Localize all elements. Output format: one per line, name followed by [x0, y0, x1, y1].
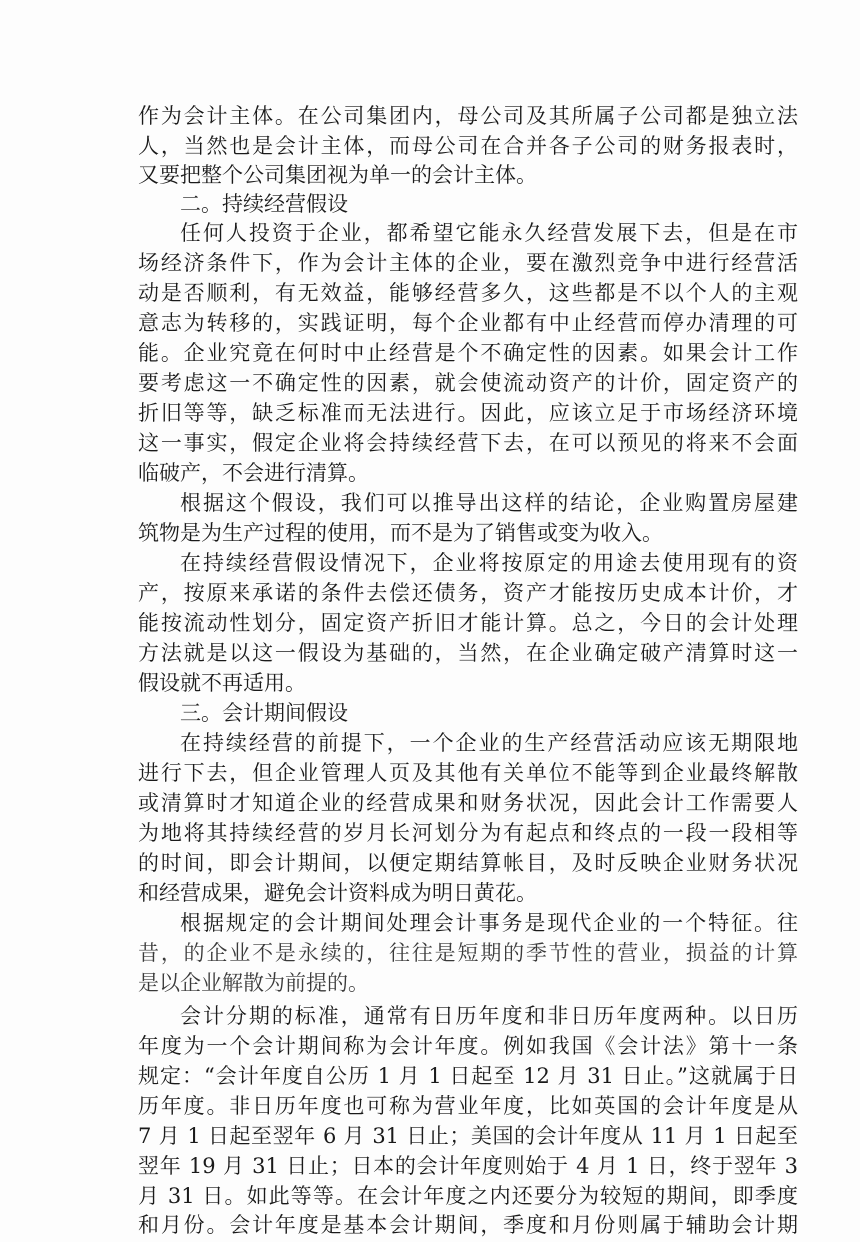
text-line: 是以企业解散为前提的。	[138, 971, 369, 995]
text-line: 历年度。非日历年度也可称为营业年度，比如英国的会计年度是从	[138, 1094, 798, 1118]
text-line: 的时间，即会计期间，以便定期结算帐目，及时反映企业财务状况	[138, 851, 798, 875]
text-line: 人，当然也是会计主体，而母公司在合并各子公司的财务报表时，	[138, 134, 798, 158]
text-line: 筑物是为生产过程的使用，而不是为了销售或变为收入。	[138, 521, 663, 545]
text-line: 或清算时才知道企业的经营成果和财务状况，因此会计工作需要人	[138, 791, 798, 815]
section-heading: 三。会计期间假设	[180, 701, 348, 725]
text-line: 根据规定的会计期间处理会计事务是现代企业的一个特征。往	[180, 911, 798, 935]
text-line: 在持续经营假设情况下，企业将按原定的用途去使用现有的资	[180, 551, 798, 575]
text-line: 根据这个假设，我们可以推导出这样的结论，企业购置房屋建	[180, 491, 798, 515]
text-line: 能按流动性划分，固定资产折旧才能计算。总之，今日的会计处理	[138, 611, 798, 635]
text-line: 临破产，不会进行清算。	[138, 461, 369, 485]
text-line: 会计分期的标准，通常有日历年度和非日历年度两种。以日历	[180, 1004, 798, 1028]
section-heading: 二。持续经营假设	[180, 192, 348, 216]
text-line: 又要把整个公司集团视为单一的会计主体。	[138, 163, 537, 187]
text-line: 作为会计主体。在公司集团内，母公司及其所属子公司都是独立法	[138, 104, 798, 128]
text-line: 和经营成果，避免会计资料成为明日黄花。	[138, 881, 537, 905]
text-line: 动是否顺利，有无效益，能够经营多久，这些都是不以个人的主观	[138, 281, 798, 305]
text-line: 这一事实，假定企业将会持续经营下去，在可以预见的将来不会面	[138, 431, 798, 455]
text-line: 为地将其持续经营的岁月长河划分为有起点和终点的一段一段相等	[138, 821, 798, 845]
text-line: 方法就是以这一假设为基础的，当然，在企业确定破产清算时这一	[138, 641, 798, 665]
text-line: 折旧等等，缺乏标准而无法进行。因此，应该立足于市场经济环境	[138, 401, 798, 425]
text-line: 任何人投资于企业，都希望它能永久经营发展下去，但是在市	[180, 221, 798, 245]
text-line: 要考虑这一不确定性的因素，就会使流动资产的计价，固定资产的	[138, 371, 798, 395]
text-line: 月 31 日。如此等等。在会计年度之内还要分为较短的期间，即季度	[138, 1184, 798, 1208]
text-line: 能。企业究竟在何时中止经营是个不确定性的因素。如果会计工作	[138, 341, 798, 365]
text-line: 假设就不再适用。	[138, 671, 306, 695]
text-line: 和月份。会计年度是基本会计期间，季度和月份则属于辅助会计期	[138, 1213, 798, 1237]
text-line: 昔，的企业不是永续的，往往是短期的季节性的营业，损益的计算	[138, 941, 798, 965]
text-line: 规定：“会计年度自公历 1 月 1 日起至 12 月 31 日止。”这就属于日	[138, 1064, 798, 1088]
text-line: 意志为转移的，实践证明，每个企业都有中止经营而停办清理的可	[138, 311, 798, 335]
text-line: 7 月 1 日起至翌年 6 月 31 日止；美国的会计年度从 11 月 1 日起至	[138, 1124, 798, 1148]
text-line: 场经济条件下，作为会计主体的企业，要在激烈竞争中进行经营活	[138, 251, 798, 275]
text-line: 年度为一个会计期间称为会计年度。例如我国《会计法》第十一条	[138, 1034, 798, 1058]
text-line: 进行下去，但企业管理人页及其他有关单位不能等到企业最终解散	[138, 761, 798, 785]
text-line: 产，按原来承诺的条件去偿还债务，资产才能按历史成本计价，才	[138, 581, 798, 605]
text-line: 翌年 19 月 31 日止；日本的会计年度则始于 4 月 1 日，终于翌年 3	[138, 1154, 798, 1178]
text-line: 在持续经营的前提下，一个企业的生产经营活动应该无期限地	[180, 731, 798, 755]
